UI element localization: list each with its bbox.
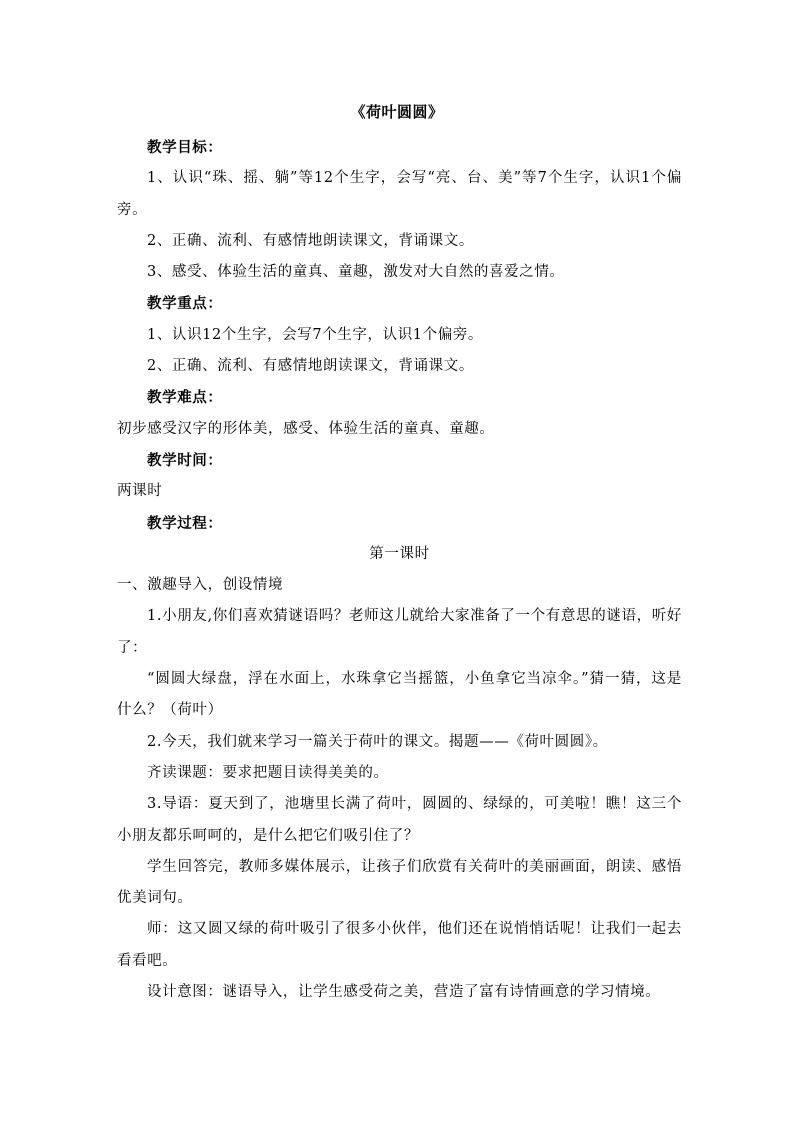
goal-item: 2、正确、流利、有感情地朗读课文，背诵课文。 bbox=[147, 232, 474, 249]
paragraph: 3.导语：夏天到了，池塘里长满了荷叶，圆圆的、绿绿的，可美啦！瞧！这三个小朋友都乐呵呵的，是什么把它们吸引住了？ bbox=[117, 796, 682, 844]
paragraph: 齐读课题：要求把题目读得美美的。 bbox=[147, 764, 389, 781]
goals-heading: 教学目标： bbox=[147, 139, 223, 156]
process-heading: 教学过程： bbox=[147, 514, 223, 532]
difficulty-text: 初步感受汉字的形体美，感受、体验生活的童真、童趣。 bbox=[117, 420, 495, 437]
document-title: 《荷叶圆圆》 bbox=[350, 103, 444, 121]
paragraph: “圆圆大绿盘，浮在水面上，水珠拿它当摇篮，小鱼拿它当凉伞。”猜一猜，这是什么？（荷叶） bbox=[117, 671, 682, 719]
paragraph: 师：这又圆又绿的荷叶吸引了很多小伙伴，他们还在说悄悄话呢！让我们一起去看看吧。 bbox=[117, 921, 682, 969]
time-heading: 教学时间： bbox=[147, 451, 223, 469]
key-item: 2、正确、流利、有感情地朗读课文，背诵课文。 bbox=[147, 358, 474, 375]
section-title: 一、激趣导入，创设情境 bbox=[117, 577, 284, 594]
paragraph: 2.今天，我们就来学习一篇关于荷叶的课文。揭题——《荷叶圆圆》。 bbox=[147, 733, 608, 750]
paragraph: 1.小朋友,你们喜欢猜谜语吗？老师这儿就给大家准备了一个有意思的谜语，听好了： bbox=[117, 608, 682, 656]
paragraph: 设计意图：谜语导入，让学生感受荷之美，营造了富有诗情画意的学习情境。 bbox=[147, 984, 661, 1001]
paragraph: 学生回答完，教师多媒体展示，让孩子们欣赏有关荷叶的美丽画面，朗读、感悟优美词句。 bbox=[117, 858, 682, 907]
key-heading: 教学重点： bbox=[147, 295, 223, 313]
difficulty-heading: 教学难点： bbox=[147, 389, 223, 407]
document-body bbox=[117, 132, 682, 1008]
key-item: 1、认识12个生字，会写7个生字，认识1个偏旁。 bbox=[147, 326, 484, 343]
lesson-title: 第一课时 bbox=[369, 545, 430, 562]
goal-item: 1、认识“珠、摇、躺”等12个生字，会写“亮、台、美”等7个生字，认识1个偏旁。 bbox=[117, 170, 682, 218]
goal-item: 3、感受、体验生活的童真、童趣，激发对大自然的喜爱之情。 bbox=[147, 264, 565, 281]
time-text: 两课时 bbox=[117, 483, 163, 500]
